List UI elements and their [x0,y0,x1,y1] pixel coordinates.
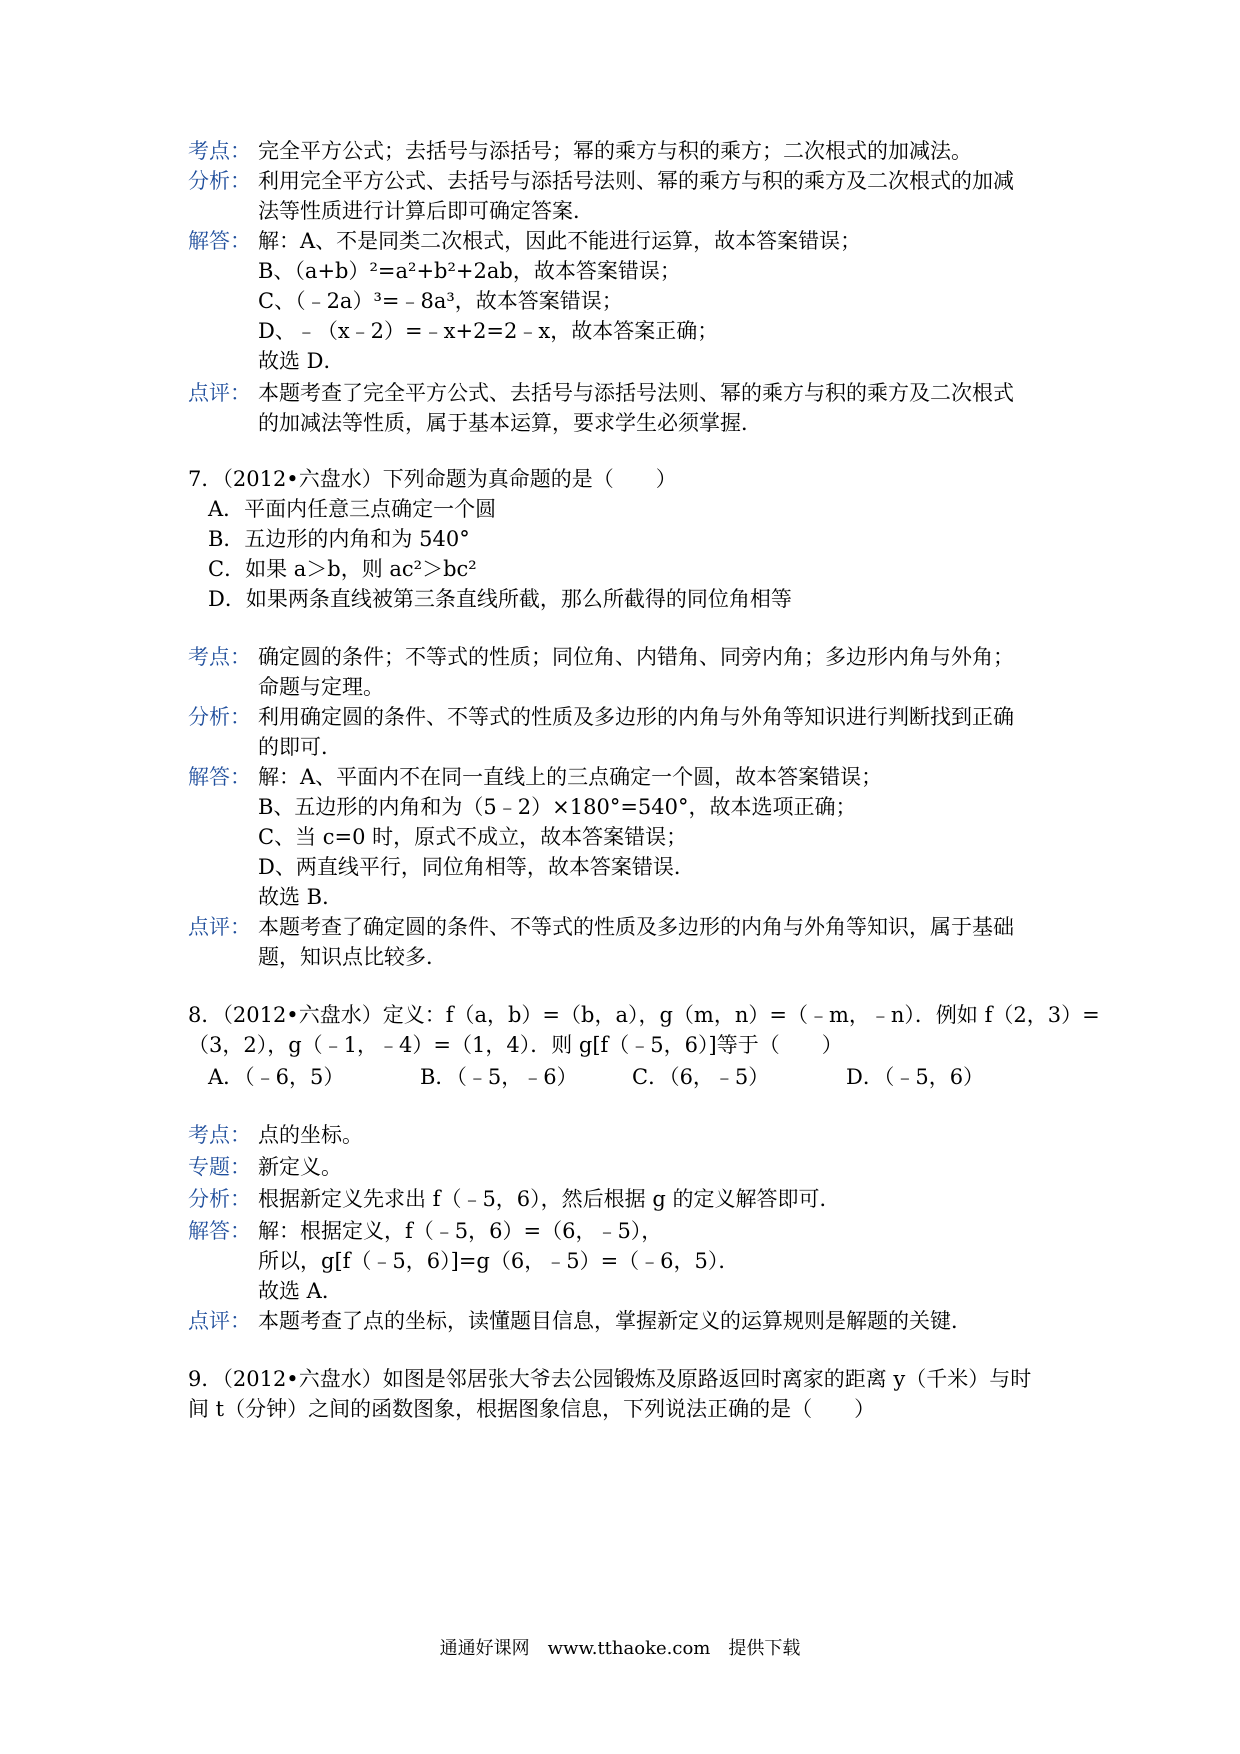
dianping-label: 点评： [188,381,251,405]
q8-jieda-row [188,1216,662,1246]
q7-option-b: B．五边形的内角和为 540° [208,527,470,551]
q7-kaodian-cont: 命题与定理。 [258,675,384,699]
q9-stem-line2: 间 t（分钟）之间的函数图象，根据图象信息，下列说法正确的是（ ） [188,1397,876,1421]
fenxi-label: 分析： [188,705,251,729]
dianping-text: 本题考查了确定圆的条件、不等式的性质及多边形的内角与外角等知识，属于基础 [258,915,1014,939]
q7-jieda-row [188,762,882,792]
dianping-text: 本题考查了完全平方公式、去括号与添括号法则、幂的乘方与积的乘方及二次根式 [258,381,1014,405]
q8-option-a: A．（﹣6，5） [208,1065,345,1089]
zhuanti-text: 新定义。 [258,1155,342,1179]
q7-jieda-line: B、五边形的内角和为（5﹣2）×180°=540°，故本选项正确； [258,795,857,819]
q6-fenxi-row [188,166,1014,196]
q7-jieda-line: 故选 B． [258,885,344,909]
fenxi-text: 利用确定圆的条件、不等式的性质及多边形的内角与外角等知识进行判断找到正确 [258,705,1014,729]
q7-option-d: D．如果两条直线被第三条直线所截，那么所截得的同位角相等 [208,587,792,611]
q8-stem-line1: 8．（2012•六盘水）定义：f（a，b）=（b，a），g（m，n）=（﹣m，﹣n）．例如 f（2，3）= [188,1003,1100,1027]
q8-fenxi-row [188,1184,840,1214]
q8-option-b: B．（﹣5，﹣6） [420,1065,578,1089]
q8-option-c: C．（6，﹣5） [632,1065,770,1089]
q6-dianping-cont: 的加减法等性质，属于基本运算，要求学生必须掌握． [258,411,762,435]
q6-jieda-row [188,226,861,256]
dianping-label: 点评： [188,915,251,939]
q7-dianping-cont: 题，知识点比较多． [258,945,447,969]
q7-fenxi-cont: 的即可． [258,735,342,759]
q7-kaodian-row [188,642,1014,672]
kaodian-text: 点的坐标。 [258,1123,363,1147]
q7-option-a: A．平面内任意三点确定一个圆 [208,497,497,521]
q8-zhuanti-row [188,1152,342,1182]
q6-kaodian-row [188,136,972,166]
q8-dianping-row [188,1306,972,1336]
q8-jieda-line: 所以，g[f（﹣5，6）]=g（6，﹣5）=（﹣6，5）． [258,1249,740,1273]
kaodian-label: 考点： [188,1123,251,1147]
q7-stem: 7．（2012•六盘水）下列命题为真命题的是（ ） [188,467,677,491]
q8-kaodian-row [188,1120,363,1150]
jieda-text: 解：A、不是同类二次根式，因此不能进行运算，故本答案错误； [258,229,862,253]
fenxi-text: 根据新定义先求出 f（﹣5，6），然后根据 g 的定义解答即可． [258,1187,841,1211]
q7-fenxi-row [188,702,1014,732]
q6-jieda-line: B、（a+b）²=a²+b²+2ab，故本答案错误； [258,259,681,283]
jieda-label: 解答： [188,229,251,253]
q9-stem-line1: 9．（2012•六盘水）如图是邻居张大爷去公园锻炼及原路返回时离家的距离 y（千米）与时 [188,1367,1032,1391]
jieda-text: 解：A、平面内不在同一直线上的三点确定一个圆，故本答案错误； [258,765,883,789]
fenxi-label: 分析： [188,1187,251,1211]
kaodian-text: 完全平方公式；去括号与添括号；幂的乘方与积的乘方；二次根式的加减法。 [258,139,972,163]
kaodian-label: 考点： [188,139,251,163]
dianping-label: 点评： [188,1309,251,1333]
dianping-text: 本题考查了点的坐标，读懂题目信息，掌握新定义的运算规则是解题的关键． [258,1309,972,1333]
q6-fenxi-cont: 法等性质进行计算后即可确定答案． [258,199,594,223]
zhuanti-label: 专题： [188,1155,251,1179]
q8-jieda-line: 故选 A． [258,1279,343,1303]
q6-jieda-line: 故选 D． [258,349,345,373]
page-footer: 通通好课网 www.tthaoke.com 提供下载 [439,1638,801,1659]
q8-stem-line2: （3，2），g（﹣1，﹣4）=（1，4）．则 g[f（﹣5，6）]等于（ ） [188,1033,843,1057]
q7-option-c: C．如果 a＞b，则 ac²＞bc² [208,557,477,581]
jieda-text: 解：根据定义，f（﹣5，6）=（6，﹣5）， [258,1219,663,1243]
q6-jieda-line: D、﹣（x﹣2）=﹣x+2=2﹣x，故本答案正确； [258,319,719,343]
fenxi-label: 分析： [188,169,251,193]
jieda-label: 解答： [188,1219,251,1243]
q6-jieda-line: C、（﹣2a）³=﹣8a³，故本答案错误； [258,289,623,313]
q7-jieda-line: D、两直线平行，同位角相等，故本答案错误． [258,855,695,879]
kaodian-label: 考点： [188,645,251,669]
q6-dianping-row [188,378,1014,408]
q8-option-d: D．（﹣5，6） [846,1065,985,1089]
q7-jieda-line: C、当 c=0 时，原式不成立，故本答案错误； [258,825,688,849]
kaodian-text: 确定圆的条件；不等式的性质；同位角、内错角、同旁内角；多边形内角与外角； [258,645,1014,669]
jieda-label: 解答： [188,765,251,789]
fenxi-text: 利用完全平方公式、去括号与添括号法则、幂的乘方与积的乘方及二次根式的加减 [258,169,1014,193]
q7-dianping-row [188,912,1014,942]
